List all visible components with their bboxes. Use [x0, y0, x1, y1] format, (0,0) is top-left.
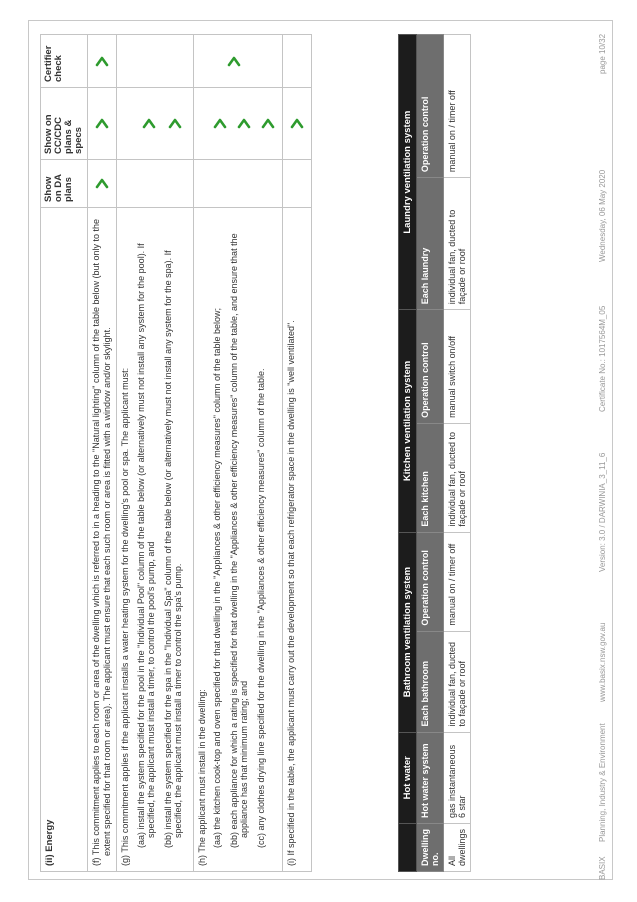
footer-certificate: Certificate No.: 1017564M_05: [598, 305, 607, 412]
footer-date: Wednesday, 06 May 2020: [598, 169, 607, 262]
energy-row-g: [117, 35, 194, 872]
energy-row-i: [282, 35, 311, 872]
systems-table: [398, 34, 471, 872]
cell-bathroom-control: manual on / timer off: [444, 532, 471, 631]
header-dwelling: Dwelling no.: [417, 823, 444, 871]
check-icon: [237, 117, 251, 131]
energy-row-h: [193, 35, 282, 872]
systems-group-row: [399, 35, 417, 872]
energy-header-row: [41, 35, 88, 872]
commitment-g: (g) This commitment applies if the applicant installs a water heating system for the dwelling's pool or spa. The applicant must:: [120, 367, 130, 866]
header-each-kitchen: Each kitchen: [417, 423, 444, 532]
group-kitchen: Kitchen ventilation system: [399, 310, 417, 532]
cell-each-kitchen: individual fan, ducted to façade or roof: [444, 423, 471, 532]
cell-laundry-control: manual on / timer off: [444, 35, 471, 178]
check-icon: [227, 54, 241, 68]
header-laundry-control: Operation control: [417, 35, 444, 178]
commitment-h-bb: (bb) each appliance for which a rating is specified for that dwelling in the "Appliances & other efficiency measures" column of the table, and ensure that the appliance has that minimum rating; and: [228, 233, 249, 848]
energy-title: (ii) Energy: [41, 207, 88, 871]
commitment-h: (h) The applicant must install in the dwelling:: [196, 689, 207, 866]
commitment-h-aa: (aa) the kitchen cook-top and oven specified for that dwelling in the "Appliances & other efficiency measures" column of the table below;: [212, 307, 222, 848]
col-da-plans: Show on DA plans: [41, 159, 88, 207]
footer-url: www.basix.nsw.gov.au: [598, 622, 607, 702]
footer-org: Planning, Industry & Environment: [598, 723, 607, 842]
commitment-g-aa: (aa) install the system specified for the pool in the "Individual Pool" column of the table below (or alternatively must not install any system for the pool). If specified, the applicant must install a timer, to control the pool's pump, and: [135, 243, 156, 848]
cell-kitchen-control: manual switch on/off: [444, 310, 471, 424]
check-icon: [95, 176, 109, 190]
cell-dwelling: All dwellings: [444, 823, 471, 871]
commitment-h-cc: (cc) any clothes drying line specified for the dwelling in the "Appliances & other efficiency measures" column of the table.: [255, 368, 266, 848]
energy-table: [40, 34, 312, 872]
footer-basix: BASIX: [598, 856, 607, 880]
group-laundry: Laundry ventilation system: [399, 35, 417, 310]
footer-version: Version: 3.0 / DARWINIA_3_11_6: [598, 452, 607, 572]
col-cc-plans: Show on CC/CDC plans & specs: [41, 88, 88, 160]
check-icon: [168, 117, 182, 131]
energy-row-f: [88, 35, 117, 872]
table-row: [444, 35, 471, 872]
footer-page: page 10/32: [598, 33, 607, 74]
header-bathroom-control: Operation control: [417, 532, 444, 631]
systems-header-row: [417, 35, 444, 872]
group-blank: [399, 823, 417, 871]
group-hot-water: Hot water: [399, 732, 417, 823]
commitment-f: (f) This commitment applies to each room or area of the dwelling which is referred to in a heading to the "Natural lighting" column of the table below (but only to the extent specified for that room or area). The applicant must ensure that each such room or area is fitted with a window and/or skylight.: [91, 218, 112, 866]
header-each-laundry: Each laundry: [417, 178, 444, 310]
check-icon: [142, 117, 156, 131]
cell-hot-water-system: gas instantaneous 6 star: [444, 732, 471, 823]
group-bathroom: Bathroom ventilation system: [399, 532, 417, 732]
check-icon: [95, 54, 109, 68]
header-hot-water-system: Hot water system: [417, 732, 444, 823]
header-each-bathroom: Each bathroom: [417, 631, 444, 732]
check-icon: [95, 117, 109, 131]
check-icon: [290, 117, 304, 131]
commitment-g-bb: (bb) install the system specified for the spa in the "Individual Spa" column of the table below (or alternatively must not install any system for the spa). If specified, the applicant must install a timer to control the spa's pump.: [162, 250, 183, 848]
cell-each-laundry: individual fan, ducted to façade or roof: [444, 178, 471, 310]
cell-each-bathroom: individual fan, ducted to façade or roof: [444, 631, 471, 732]
check-icon: [213, 117, 227, 131]
commitment-i: (i) If specified in the table, the applicant must carry out the development so that each refrigerator space in the dwelling is "well ventilated".: [285, 320, 296, 866]
col-certifier: Certifier check: [41, 35, 88, 88]
check-icon: [261, 117, 275, 131]
header-kitchen-control: Operation control: [417, 310, 444, 424]
